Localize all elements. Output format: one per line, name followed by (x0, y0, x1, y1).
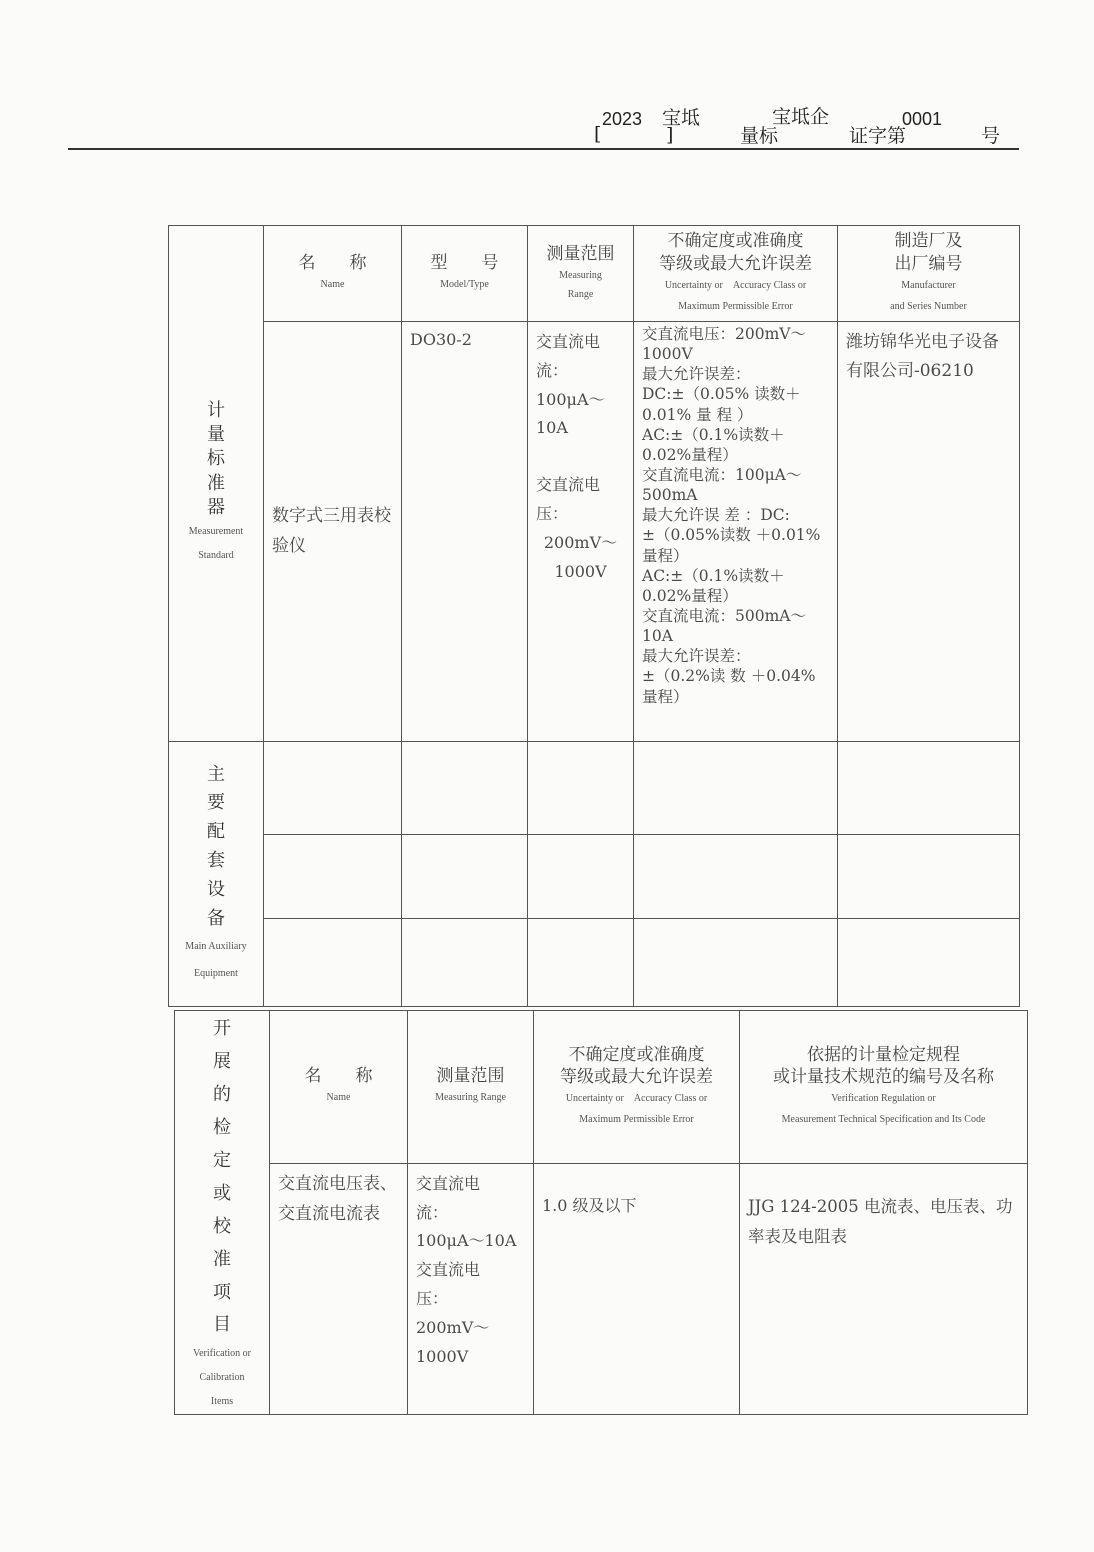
standard-table (168, 225, 1020, 1007)
aux-cell (838, 742, 1020, 835)
items-col-header-name: 名 称 Name (270, 1011, 408, 1164)
standard-manufacturer-cell: 潍坊锦华光电子设备有限公司-06210 (838, 322, 1020, 742)
standard-model-cell: DO30-2 (402, 322, 528, 742)
header-zheng-zi-di: 证字第 (849, 125, 907, 147)
col-header-manufacturer: 制造厂及 出厂编号 Manufacturer and Series Number (838, 226, 1020, 322)
items-regulation-cell: JJG 124-2005 电流表、电压表、功率表及电阻表 (740, 1163, 1028, 1414)
aux-cell (838, 835, 1020, 919)
aux-cell (528, 835, 634, 919)
aux-cell (528, 919, 634, 1007)
items-table (174, 1010, 1028, 1415)
standard-name-cell: 数字式三用表校验仪 (264, 322, 402, 742)
col-header-model: 型 号 Model/Type (402, 226, 528, 322)
aux-cell (634, 742, 838, 835)
header-org: 宝坻企 (772, 106, 830, 128)
bracket-open: [ (594, 123, 602, 145)
items-col-header-uncertainty: 不确定度或准确度 等级或最大允许误差 Uncertainty or Accuracy Class or Maximum Permissible Error (534, 1011, 740, 1164)
standard-label-zh: 计 量 标 准 器 (207, 399, 225, 518)
header-number: 0001 (902, 109, 943, 129)
aux-cell (264, 742, 402, 835)
standard-uncertainty-cell: 交直流电压：200mV～1000V 最大允许误差： DC:±（0.05% 读数＋0.01% 量 程 ） AC:±（0.1%读数＋0.02%量程） 交直流电流：100μA～500mA 最大允许误 差 ：DC:±（0.05%读数 ＋0.01%量程） AC:±（0.1%读数＋0.02%量程） 交直流电流：500mA～10A 最大允许误差： ±（0.2%读 数 ＋0.04% 量程） (634, 322, 838, 742)
header-rule (68, 148, 1019, 150)
header-city: 宝坻 (662, 107, 701, 129)
aux-cell (634, 919, 838, 1007)
items-range-cell: 交直流电 流： 100μA～10A 交直流电 压： 200mV～ 1000V (408, 1163, 534, 1414)
auxiliary-label-zh: 主 要 配 套 设 备 (207, 763, 225, 929)
items-label-zh: 开 展 的 检 定 或 校 准 项 目 (213, 1018, 231, 1336)
header-year: 2023 (602, 109, 643, 129)
items-section-label (175, 1011, 270, 1415)
items-col-header-range: 测量范围 Measuring Range (408, 1011, 534, 1164)
aux-cell (838, 919, 1020, 1007)
aux-cell (402, 742, 528, 835)
items-accuracy-cell: 1.0 级及以下 (534, 1163, 740, 1414)
items-col-header-regulation: 依据的计量检定规程 或计量技术规范的编号及名称 Verification Regulation or Measurement Technical Specification and Its Code (740, 1011, 1028, 1164)
aux-cell (528, 742, 634, 835)
aux-cell (402, 919, 528, 1007)
bracket-close: ] (666, 124, 674, 146)
standard-label-en: Measurement Standard (188, 526, 244, 562)
items-label-en: Verification or Calibration Items (192, 1348, 252, 1408)
standard-section-label (169, 226, 264, 742)
certificate-header (0, 0, 1094, 160)
auxiliary-section-label (169, 742, 264, 1007)
aux-cell (264, 835, 402, 919)
aux-cell (264, 919, 402, 1007)
standard-range-cell: 交直流电流： 100μA～10A 交直流电压： 200mV～1000V (528, 322, 634, 742)
col-header-name: 名 称 Name (264, 226, 402, 322)
auxiliary-label-en: Main Auxiliary Equipment (185, 941, 247, 980)
header-hao: 号 (981, 125, 1001, 147)
col-header-uncertainty: 不确定度或准确度 等级或最大允许误差 Uncertainty or Accuracy Class or Maximum Permissible Error (634, 226, 838, 322)
aux-cell (402, 835, 528, 919)
col-header-range: 测量范围 Measuring Range (528, 226, 634, 322)
aux-cell (634, 835, 838, 919)
header-liang-biao: 量标 (740, 125, 779, 147)
items-name-cell: 交直流电压表、交直流电流表 (270, 1163, 408, 1414)
